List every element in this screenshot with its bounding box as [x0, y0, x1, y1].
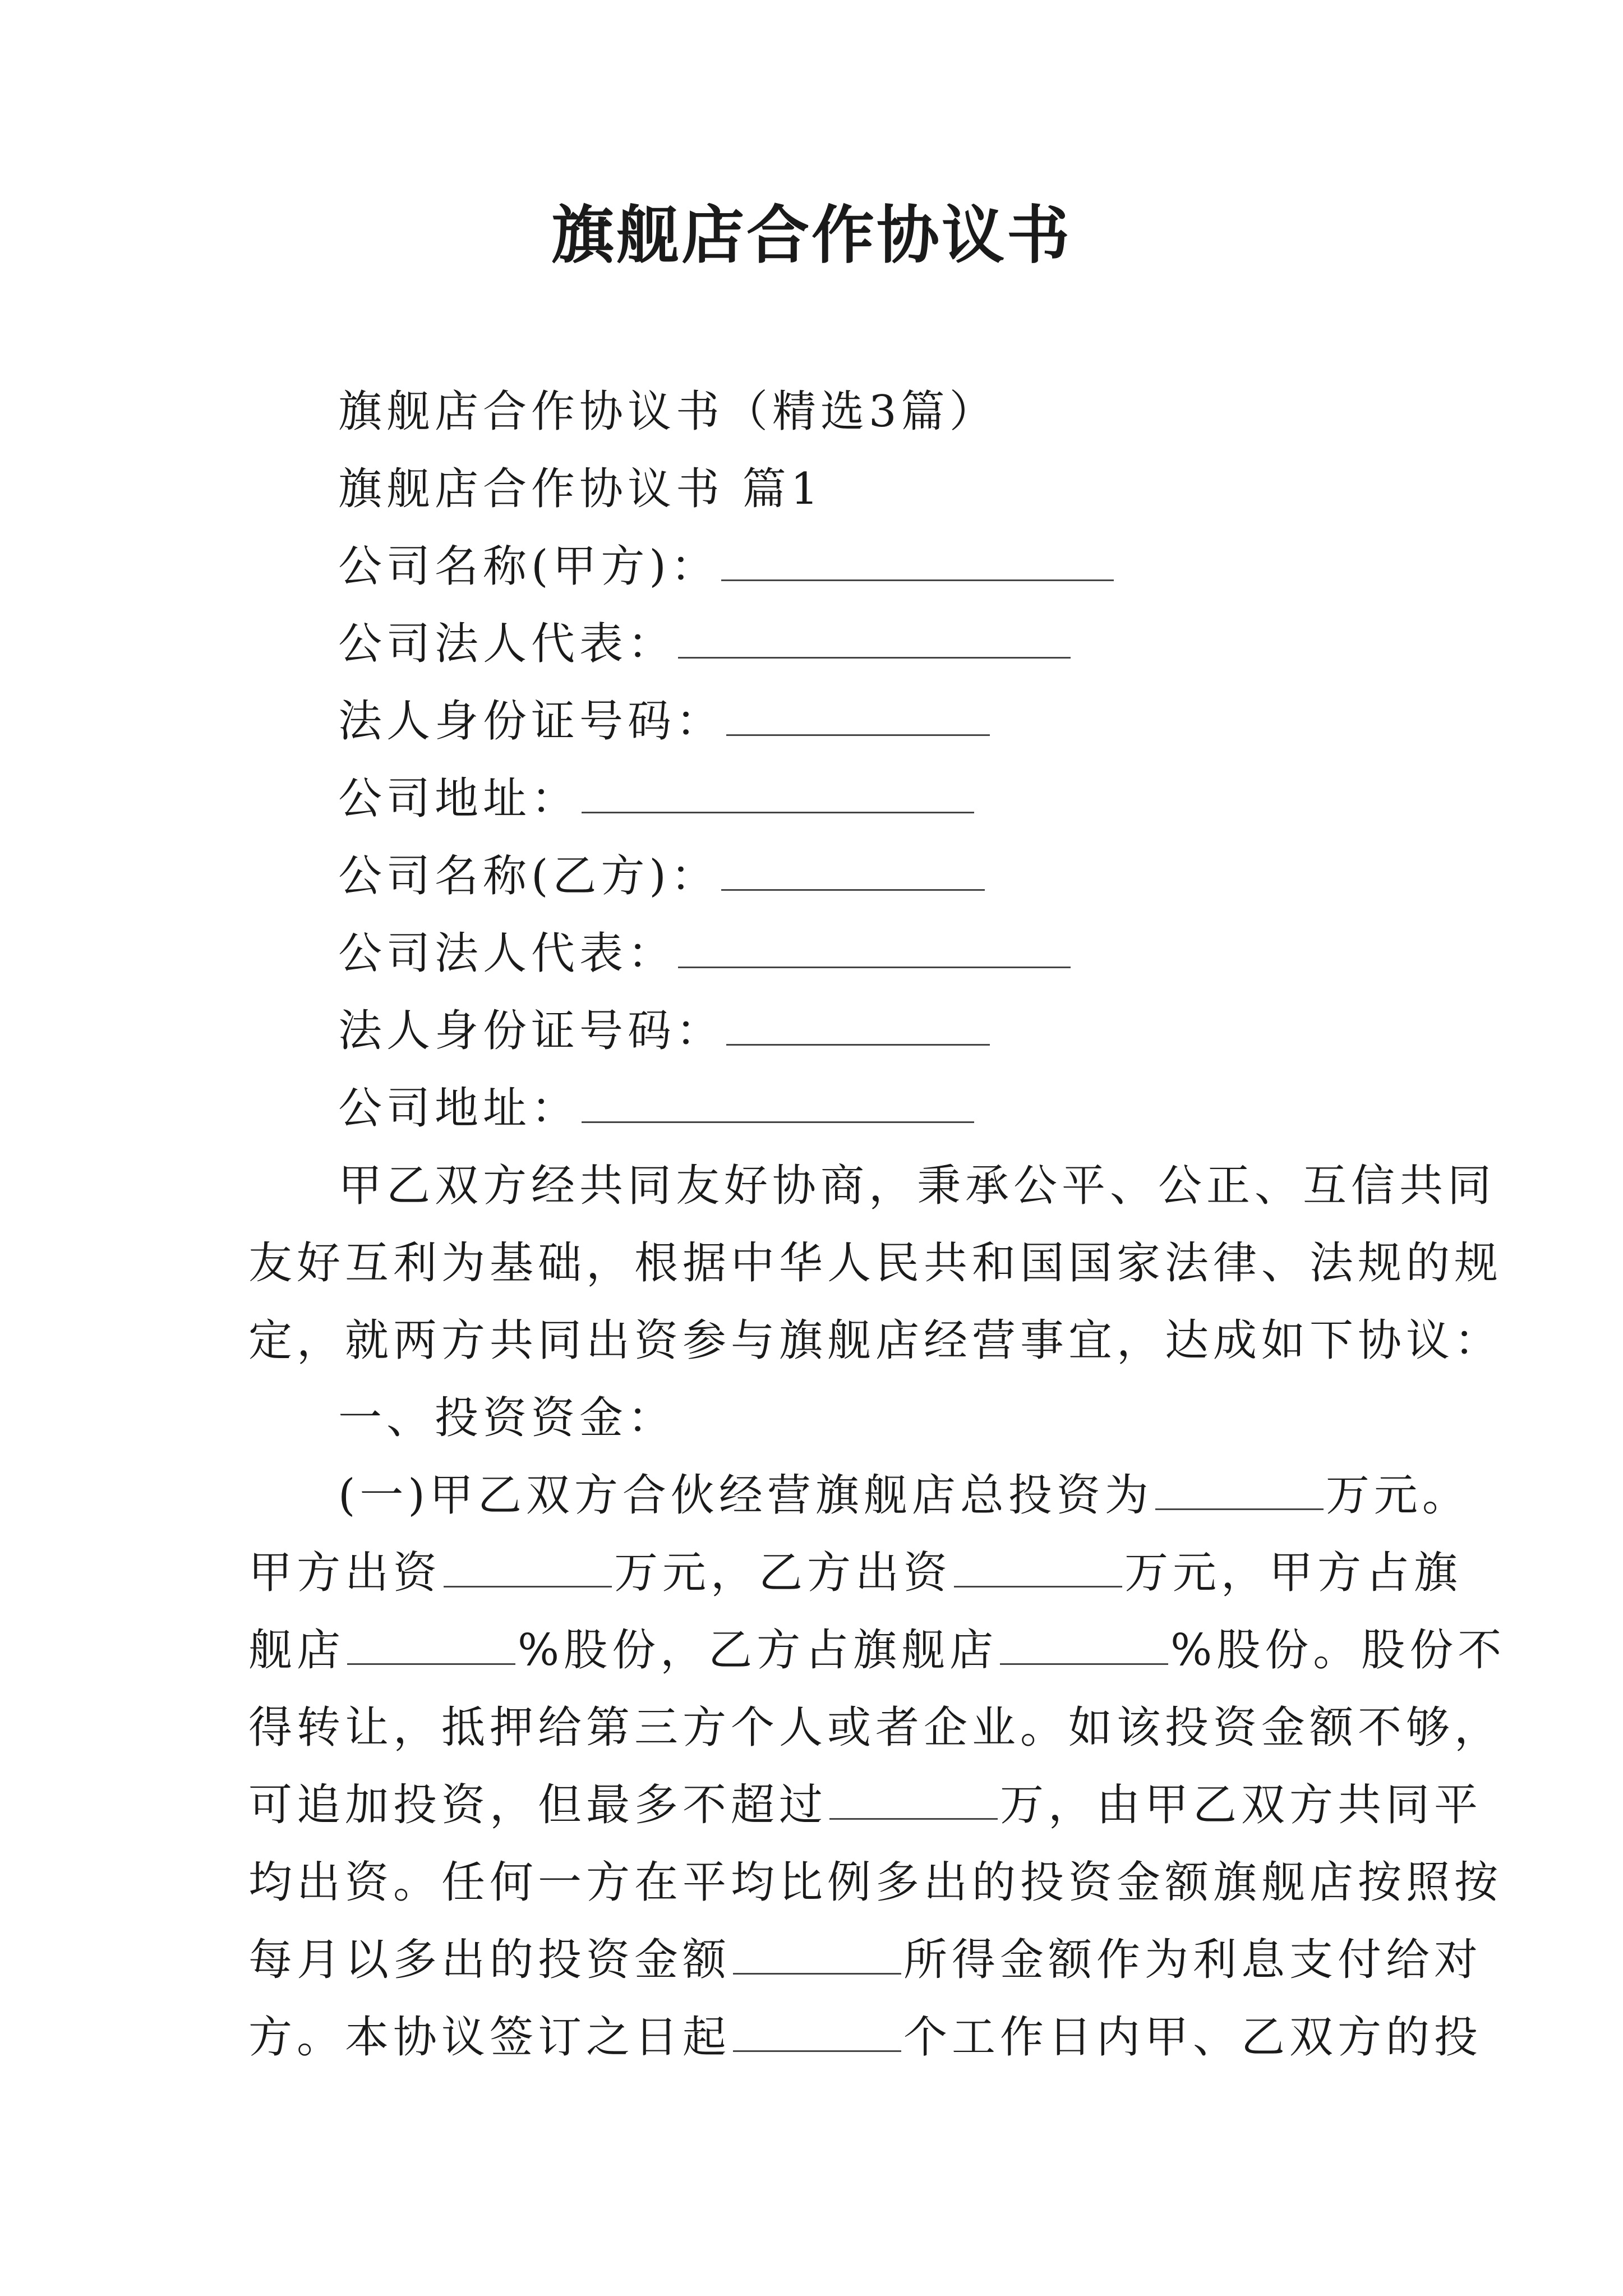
party-a-investment-blank: [444, 1542, 612, 1588]
clause-text: %股份。股份不: [1170, 1625, 1506, 1676]
party-b-id-row: [248, 992, 1393, 1070]
party-b-name-label: 公司名称(乙方)：: [338, 851, 719, 901]
document-title: 旗舰店合作协议书: [551, 199, 1072, 272]
clause-text: 方。本协议签订之日起: [248, 2012, 731, 2063]
party-a-rep-blank: [678, 613, 1071, 659]
max-additional-investment-blank: [829, 1774, 998, 1820]
party-a-name-row: [248, 528, 1393, 605]
clause-text: 甲方出资: [248, 1548, 442, 1598]
clause-1-line-7: [248, 1921, 1483, 1999]
clause-text: %股份，乙方占旗舰店: [518, 1625, 998, 1676]
party-a-rep-label: 公司法人代表：: [338, 619, 676, 669]
total-investment-blank: [1155, 1465, 1324, 1510]
section-1-heading: 一、投资资金：: [338, 1393, 676, 1443]
intro-line-3: 定，就两方共同出资参与旗舰店经营事宜，达成如下协议：: [248, 1315, 1503, 1366]
clause-text: 舰店: [248, 1625, 345, 1676]
part-heading: 旗舰店合作协议书 篇1: [338, 464, 823, 514]
party-a-address-row: [248, 760, 1393, 838]
party-b-name-row: [248, 838, 1393, 915]
clause-1-line-8: [248, 1999, 1483, 2076]
clause-1-line-1: [248, 1457, 1470, 1534]
party-b-name-blank: [721, 845, 985, 891]
party-a-rep-row: [248, 605, 1393, 683]
clause-text: (一)甲乙双方合伙经营旗舰店总投资为: [338, 1470, 1153, 1521]
party-a-name-label: 公司名称(甲方)：: [338, 541, 719, 592]
clause-text: 每月以多出的投资金额: [248, 1935, 731, 1985]
clause-1-line-6: 均出资。任何一方在平均比例多出的投资金额旗舰店按照按: [248, 1857, 1503, 1908]
party-a-address-label: 公司地址：: [338, 774, 580, 824]
party-a-id-row: [248, 683, 1393, 760]
intro-line-2: 友好互利为基础，根据中华人民共和国国家法律、法规的规: [248, 1238, 1503, 1289]
intro-line-1: 甲乙双方经共同友好协商，秉承公平、公正、互信共同: [338, 1161, 1496, 1211]
clause-text: 万元，乙方出资: [614, 1548, 952, 1598]
clause-text: 个工作日内甲、乙双方的投: [903, 2012, 1483, 2063]
clause-text: 所得金额作为利息支付给对: [903, 1935, 1483, 1985]
party-b-rep-row: [248, 915, 1393, 992]
working-days-blank: [733, 2007, 901, 2052]
party-b-id-blank: [726, 1000, 990, 1046]
document-body: [248, 373, 1506, 2076]
clause-1-line-2: [248, 1534, 1463, 1612]
clause-1-line-4: 得转让，抵押给第三方个人或者企业。如该投资金额不够，: [248, 1703, 1503, 1753]
party-a-id-label: 法人身份证号码：: [338, 696, 725, 747]
subtitle: 旗舰店合作协议书（精选3篇）: [338, 386, 998, 437]
party-a-id-blank: [726, 691, 990, 736]
clause-text: 可追加投资，但最多不超过: [248, 1780, 828, 1830]
party-b-address-row: [248, 1070, 1393, 1147]
clause-1-line-5: [248, 1766, 1483, 1844]
party-b-investment-blank: [954, 1542, 1122, 1588]
interest-rate-blank: [733, 1929, 901, 1975]
clause-1-line-3: [248, 1612, 1506, 1689]
party-b-rep-label: 公司法人代表：: [338, 928, 676, 979]
party-b-address-blank: [582, 1078, 974, 1123]
clause-text: 万元。: [1325, 1470, 1470, 1521]
clause-text: 万，由甲乙双方共同平: [1000, 1780, 1483, 1830]
party-b-id-label: 法人身份证号码：: [338, 1006, 725, 1056]
party-b-rep-blank: [678, 923, 1071, 968]
party-b-share-blank: [1000, 1619, 1168, 1665]
party-a-name-blank: [721, 536, 1114, 581]
party-a-share-blank: [347, 1619, 515, 1665]
party-a-address-blank: [582, 768, 974, 813]
clause-text: 万元，甲方占旗: [1124, 1548, 1463, 1598]
party-b-address-label: 公司地址：: [338, 1083, 580, 1134]
